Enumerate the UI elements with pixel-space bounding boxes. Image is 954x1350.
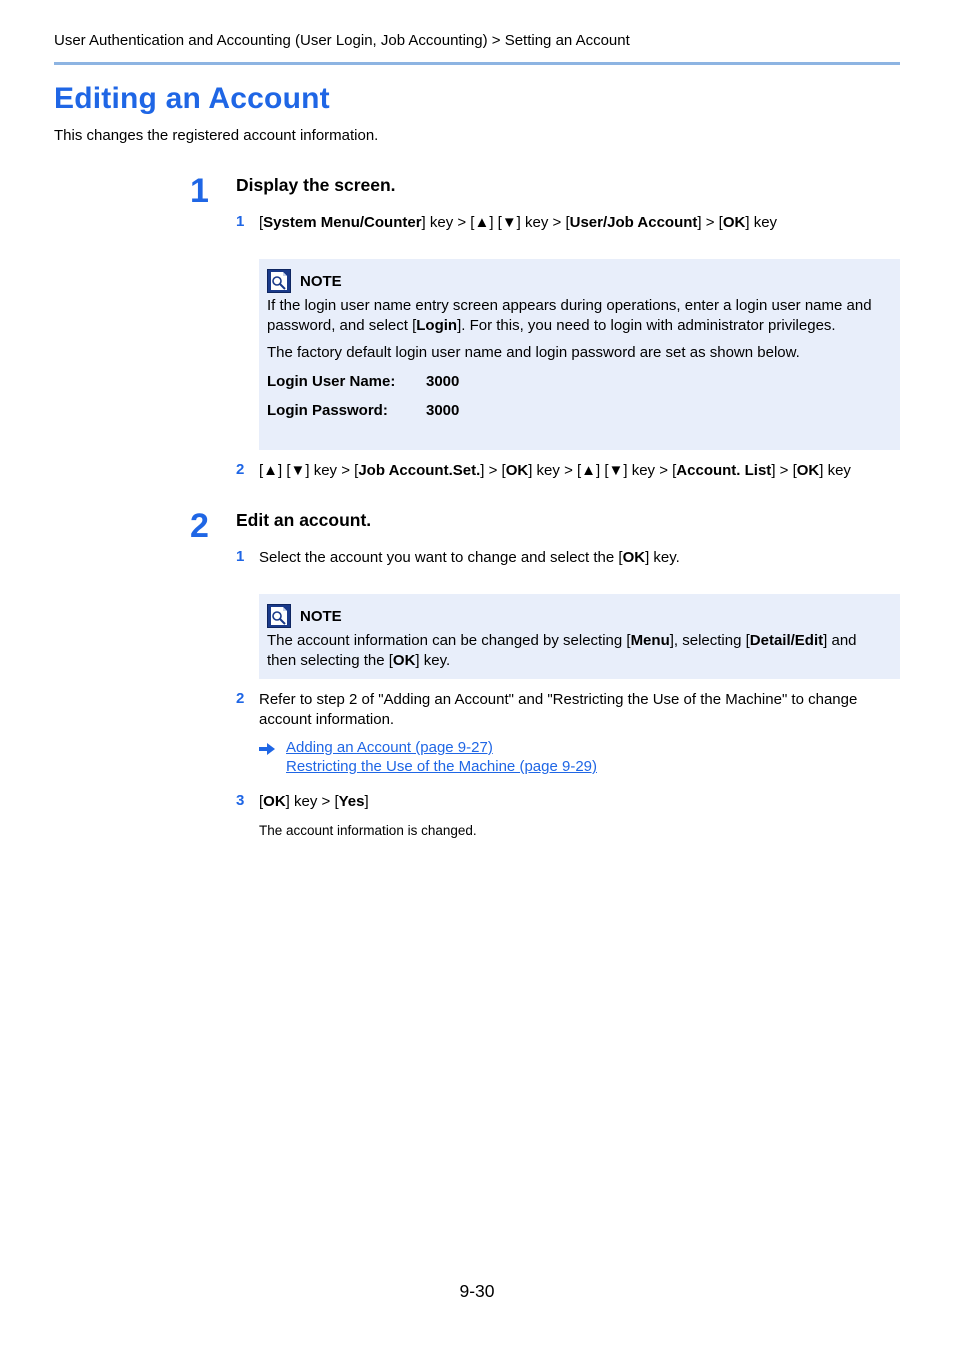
note-label: NOTE — [300, 607, 342, 625]
text-run: ], selecting [ — [669, 632, 750, 649]
text-run: Select the account you want to change and select the [ — [259, 549, 623, 566]
reference-links — [286, 738, 597, 776]
note-body — [267, 296, 888, 420]
credential-row — [267, 401, 888, 421]
credential-value: 3000 — [426, 372, 460, 390]
step-2-number: 2 — [190, 507, 209, 545]
note-header — [267, 269, 342, 293]
bold-key-label: OK — [722, 214, 746, 231]
step-1-sub-1-number: 1 — [236, 213, 245, 230]
intro-text: This changes the registered account information. — [54, 127, 379, 144]
text-run: [▲] [▼] key > [ — [259, 462, 359, 479]
step-1-sub-1-text — [259, 213, 899, 233]
text-run: The account information can be changed by selecting [ — [267, 632, 631, 649]
note-box — [259, 594, 900, 679]
step-2-sub-1-text — [259, 548, 899, 568]
bold-key-label: OK — [796, 462, 820, 479]
text-run: [ — [259, 214, 264, 231]
breadcrumb: User Authentication and Accounting (User Login, Job Accounting) > Setting an Account — [54, 32, 630, 49]
note-label: NOTE — [300, 272, 342, 290]
page-title: Editing an Account — [54, 82, 330, 115]
note-icon — [267, 604, 291, 628]
text-run: ] key > [▲] [▼] key > [ — [528, 462, 677, 479]
note-paragraph — [267, 631, 888, 670]
bold-key-label: Yes — [338, 793, 365, 810]
step-2-sub-1-number: 1 — [236, 548, 245, 565]
bold-key-label: Login — [416, 316, 458, 334]
text-run: ] — [364, 793, 369, 810]
step-1-title: Display the screen. — [236, 175, 396, 195]
text-run: ] key. — [415, 651, 451, 669]
text-run: ] key — [819, 462, 851, 479]
reference-arrow — [259, 742, 275, 760]
text-run: ] > [ — [480, 462, 506, 479]
bold-key-label: Job Account.Set. — [358, 462, 481, 479]
text-run: ]. For this, you need to login with administrator privileges. — [457, 316, 836, 334]
text-run: If the login user name entry screen appears during operations, enter a login user name and password, and select [ — [267, 297, 872, 334]
text-run: ] key > [▲] [▼] key > [ — [421, 214, 570, 231]
step-2-title: Edit an account. — [236, 510, 372, 530]
page-number: 9-30 — [459, 1281, 495, 1301]
note-paragraph — [267, 296, 888, 335]
result-text: The account information is changed. — [259, 823, 477, 838]
text-run: [ — [259, 793, 264, 810]
step-2-sub-3-text — [259, 792, 899, 812]
bold-key-label: User/Job Account — [569, 214, 698, 231]
credential-row — [267, 372, 888, 392]
note-icon — [267, 269, 291, 293]
step-2-sub-2-text — [259, 690, 904, 730]
credential-label: Login User Name: — [267, 372, 396, 390]
bold-key-label: Detail/Edit — [749, 632, 824, 649]
bold-key-label: OK — [505, 462, 529, 479]
step-2-sub-2-number: 2 — [236, 690, 245, 707]
step-1-sub-2-number: 2 — [236, 461, 245, 478]
note-paragraph: The factory default login user name and login password are set as shown below. — [267, 344, 800, 361]
text-run: Refer to step 2 of "Adding an Account" and "Restricting the Use of the Machine" to change account information. — [259, 691, 858, 728]
credential-label: Login Password: — [267, 401, 388, 419]
arrow-right-icon — [259, 743, 275, 755]
text-run: ] and then selecting the [ — [267, 632, 857, 669]
link-adding-an-account[interactable]: Adding an Account (page 9-27) — [286, 739, 493, 756]
text-run: ] > [ — [771, 462, 797, 479]
bold-key-label: OK — [622, 549, 646, 566]
bold-key-label: Account. List — [676, 462, 772, 479]
note-body — [267, 631, 888, 670]
bold-key-label: Menu — [630, 632, 670, 649]
bold-key-label: OK — [263, 793, 286, 810]
step-1-sub-2-text — [259, 461, 919, 481]
credential-value: 3000 — [426, 401, 460, 419]
note-header — [267, 604, 342, 628]
bold-key-label: System Menu/Counter — [263, 214, 422, 231]
step-2-sub-3-number: 3 — [236, 792, 245, 809]
header-divider — [54, 62, 900, 65]
text-run: ] key > [ — [285, 793, 339, 810]
note-box — [259, 259, 900, 450]
text-run: ] key — [745, 214, 778, 231]
text-run: ] key. — [645, 549, 680, 566]
step-1-number: 1 — [190, 172, 209, 210]
link-restricting-use-of-machine[interactable]: Restricting the Use of the Machine (page 9-29) — [286, 758, 597, 775]
bold-key-label: OK — [392, 651, 416, 669]
text-run: ] > [ — [697, 214, 723, 231]
